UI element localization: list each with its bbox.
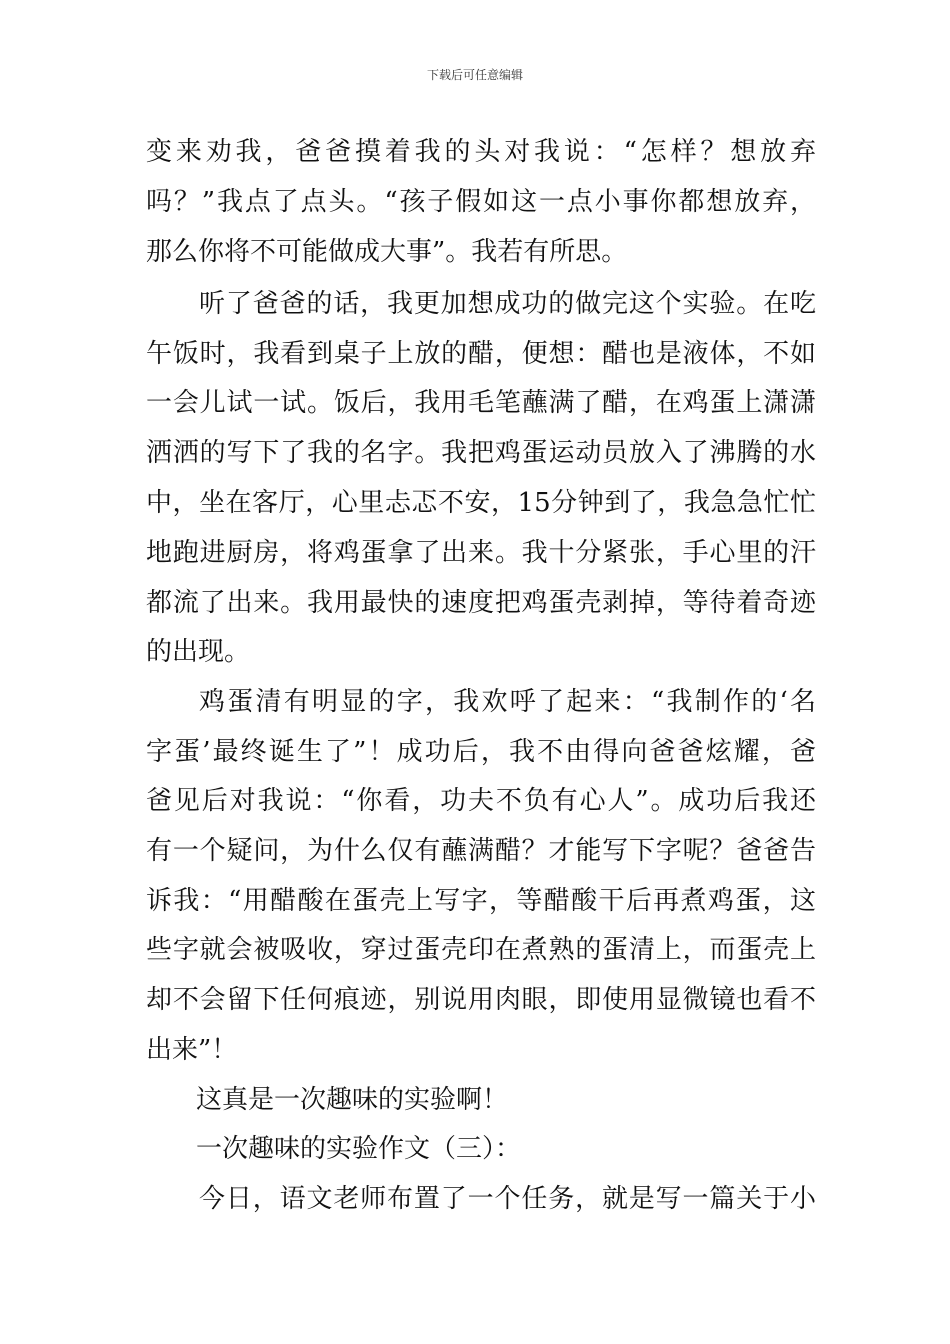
text-line: 些字就会被吸收，穿过蛋壳印在煮熟的蛋清上，而蛋壳上	[146, 935, 816, 965]
text-line: 诉我：“用醋酸在蛋壳上写字，等醋酸干后再煮鸡蛋，这	[146, 886, 816, 916]
text-line: 午饭时，我看到桌子上放的醋，便想：醋也是液体，不如	[146, 339, 816, 369]
text-line: 变来劝我，爸爸摸着我的头对我说：“怎样？想放弃	[146, 137, 816, 167]
text-line: 有一个疑问，为什么仅有蘸满醋？才能写下字呢？爸爸告	[146, 836, 816, 866]
text-line: 这真是一次趣味的实验啊！	[196, 1085, 509, 1115]
text-line: 中，坐在客厅，心里忐忑不安，15分钟到了，我急急忙忙	[146, 488, 816, 518]
text-line: 的出现。	[146, 637, 251, 667]
text-line: 洒洒的写下了我的名字。我把鸡蛋运动员放入了沸腾的水	[146, 438, 816, 468]
text-line: 鸡蛋清有明显的字，我欢呼了起来：“我制作的‘名	[199, 687, 816, 717]
text-line: 地跑进厨房，将鸡蛋拿了出来。我十分紧张，手心里的汗	[146, 538, 816, 568]
text-line: 今日，语文老师布置了一个任务，就是写一篇关于小	[199, 1184, 816, 1214]
text-line: 出来”！	[146, 1035, 238, 1065]
text-line: 都流了出来。我用最快的速度把鸡蛋壳剥掉，等待着奇迹	[146, 588, 816, 618]
text-line: 字蛋’最终诞生了”！成功后，我不由得向爸爸炫耀，爸	[146, 737, 816, 767]
text-line: 那么你将不可能做成大事”。我若有所思。	[146, 237, 628, 267]
text-line: 却不会留下任何痕迹，别说用肉眼，即使用显微镜也看不	[146, 985, 816, 1015]
text-line: 吗？”我点了点头。“孩子假如这一点小事你都想放弃，	[146, 187, 816, 217]
text-line: 一会儿试一试。饭后，我用毛笔蘸满了醋，在鸡蛋上潇潇	[146, 388, 816, 418]
text-line: 一次趣味的实验作文（三）：	[196, 1134, 522, 1164]
text-line: 爸见后对我说：“你看，功夫不负有心人”。成功后我还	[146, 786, 816, 816]
page-header: 下载后可任意编辑	[426, 68, 523, 82]
text-line: 听了爸爸的话，我更加想成功的做完这个实验。在吃	[199, 289, 816, 319]
